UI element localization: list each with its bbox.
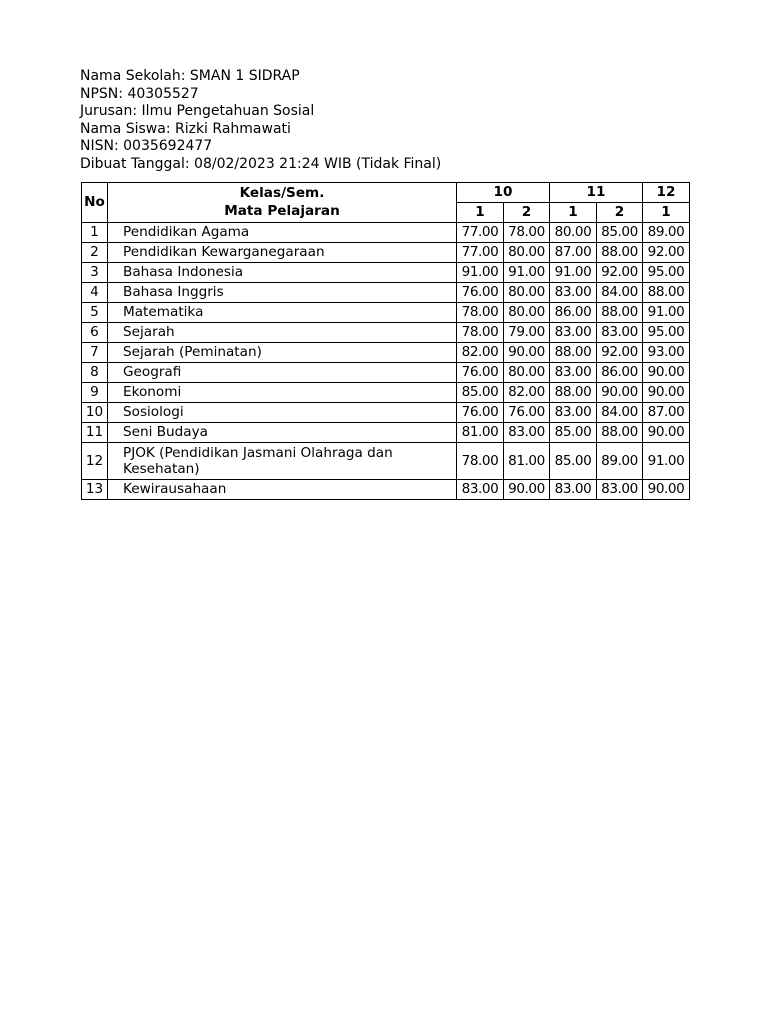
score-cell: 88.00	[550, 383, 597, 403]
score-cell: 83.00	[550, 480, 597, 500]
subject-name: PJOK (Pendidikan Jasmani Olahraga dan Kesehatan)	[108, 443, 457, 480]
row-number: 4	[82, 283, 108, 303]
score-cell: 82.00	[504, 383, 550, 403]
row-number: 9	[82, 383, 108, 403]
npsn: NPSN: 40305527	[80, 85, 199, 102]
table-row	[82, 343, 690, 363]
score-cell: 80.00	[504, 283, 550, 303]
score-cell: 91.00	[504, 263, 550, 283]
score-cell: 83.00	[550, 403, 597, 423]
score-cell: 89.00	[597, 443, 643, 480]
class-sem-label: Kelas/Sem.	[239, 185, 325, 201]
sem-header: 1	[550, 203, 597, 223]
sem-header: 1	[643, 203, 690, 223]
row-number: 11	[82, 423, 108, 443]
score-cell: 78.00	[504, 223, 550, 243]
score-cell: 85.00	[550, 423, 597, 443]
score-cell: 90.00	[643, 423, 690, 443]
sem-header: 1	[457, 203, 504, 223]
grade-11-header: 11	[550, 183, 643, 203]
row-number: 8	[82, 363, 108, 383]
score-cell: 78.00	[457, 443, 504, 480]
table-row	[82, 223, 690, 243]
school-name: Nama Sekolah: SMAN 1 SIDRAP	[80, 68, 300, 84]
subject-name: Pendidikan Agama	[108, 223, 457, 243]
subject-name: Seni Budaya	[108, 423, 457, 443]
table-row	[82, 480, 690, 500]
table-row	[82, 363, 690, 383]
score-cell: 83.00	[597, 323, 643, 343]
subject-name: Bahasa Inggris	[108, 283, 457, 303]
row-number: 5	[82, 303, 108, 323]
row-number: 3	[82, 263, 108, 283]
score-cell: 90.00	[597, 383, 643, 403]
subject-name: Matematika	[108, 303, 457, 323]
score-cell: 85.00	[550, 443, 597, 480]
score-cell: 92.00	[643, 243, 690, 263]
sem-header: 2	[597, 203, 643, 223]
score-cell: 88.00	[550, 343, 597, 363]
score-cell: 76.00	[457, 403, 504, 423]
score-cell: 81.00	[504, 443, 550, 480]
score-cell: 88.00	[597, 423, 643, 443]
grades-table	[81, 182, 690, 500]
subject-name: Kewirausahaan	[108, 480, 457, 500]
row-number: 13	[82, 480, 108, 500]
score-cell: 80.00	[504, 243, 550, 263]
score-cell: 76.00	[457, 283, 504, 303]
table-row	[82, 443, 690, 480]
row-number: 10	[82, 403, 108, 423]
score-cell: 83.00	[504, 423, 550, 443]
score-cell: 88.00	[643, 283, 690, 303]
score-cell: 90.00	[643, 383, 690, 403]
col-subject-header	[108, 183, 457, 223]
score-cell: 78.00	[457, 323, 504, 343]
row-number: 2	[82, 243, 108, 263]
subject-name: Geografi	[108, 363, 457, 383]
created-date: Dibuat Tanggal: 08/02/2023 21:24 WIB (Tidak Final)	[80, 155, 442, 172]
score-cell: 83.00	[550, 363, 597, 383]
score-cell: 88.00	[597, 303, 643, 323]
major: Jurusan: Ilmu Pengetahuan Sosial	[80, 103, 315, 119]
score-cell: 90.00	[504, 480, 550, 500]
score-cell: 88.00	[597, 243, 643, 263]
table-row	[82, 323, 690, 343]
score-cell: 91.00	[457, 263, 504, 283]
subject-name: Sejarah	[108, 323, 457, 343]
grade-10-header: 10	[457, 183, 550, 203]
nisn: NISN: 0035692477	[80, 138, 213, 154]
subject-name: Pendidikan Kewarganegaraan	[108, 243, 457, 263]
score-cell: 90.00	[643, 363, 690, 383]
score-cell: 79.00	[504, 323, 550, 343]
subject-name: Ekonomi	[108, 383, 457, 403]
score-cell: 77.00	[457, 243, 504, 263]
sem-header: 2	[504, 203, 550, 223]
subject-name: Sejarah (Peminatan)	[108, 343, 457, 363]
student-name: Nama Siswa: Rizki Rahmawati	[80, 120, 291, 137]
score-cell: 87.00	[643, 403, 690, 423]
score-cell: 80.00	[550, 223, 597, 243]
score-cell: 95.00	[643, 323, 690, 343]
score-cell: 77.00	[457, 223, 504, 243]
score-cell: 91.00	[643, 303, 690, 323]
score-cell: 91.00	[643, 443, 690, 480]
row-number: 12	[82, 443, 108, 480]
table-row	[82, 263, 690, 283]
col-no-header: No	[82, 183, 108, 223]
table-row	[82, 403, 690, 423]
score-cell: 76.00	[457, 363, 504, 383]
grade-12-header: 12	[643, 183, 690, 203]
score-cell: 83.00	[457, 480, 504, 500]
score-cell: 87.00	[550, 243, 597, 263]
score-cell: 80.00	[504, 303, 550, 323]
row-number: 7	[82, 343, 108, 363]
row-number: 6	[82, 323, 108, 343]
score-cell: 92.00	[597, 343, 643, 363]
score-cell: 83.00	[597, 480, 643, 500]
score-cell: 84.00	[597, 403, 643, 423]
table-row	[82, 283, 690, 303]
score-cell: 86.00	[597, 363, 643, 383]
score-cell: 89.00	[643, 223, 690, 243]
subject-label: Mata Pelajaran	[224, 202, 340, 219]
score-cell: 93.00	[643, 343, 690, 363]
score-cell: 85.00	[457, 383, 504, 403]
header-row-grades	[82, 183, 690, 203]
score-cell: 85.00	[597, 223, 643, 243]
score-cell: 95.00	[643, 263, 690, 283]
score-cell: 82.00	[457, 343, 504, 363]
table-row	[82, 243, 690, 263]
score-cell: 81.00	[457, 423, 504, 443]
student-info	[80, 68, 441, 173]
score-cell: 92.00	[597, 263, 643, 283]
score-cell: 90.00	[643, 480, 690, 500]
score-cell: 78.00	[457, 303, 504, 323]
score-cell: 76.00	[504, 403, 550, 423]
score-cell: 83.00	[550, 323, 597, 343]
score-cell: 90.00	[504, 343, 550, 363]
score-cell: 83.00	[550, 283, 597, 303]
subject-name: Sosiologi	[108, 403, 457, 423]
subject-name: Bahasa Indonesia	[108, 263, 457, 283]
score-cell: 91.00	[550, 263, 597, 283]
row-number: 1	[82, 223, 108, 243]
table-row	[82, 303, 690, 323]
table-row	[82, 383, 690, 403]
table-row	[82, 423, 690, 443]
score-cell: 80.00	[504, 363, 550, 383]
score-cell: 84.00	[597, 283, 643, 303]
score-cell: 86.00	[550, 303, 597, 323]
